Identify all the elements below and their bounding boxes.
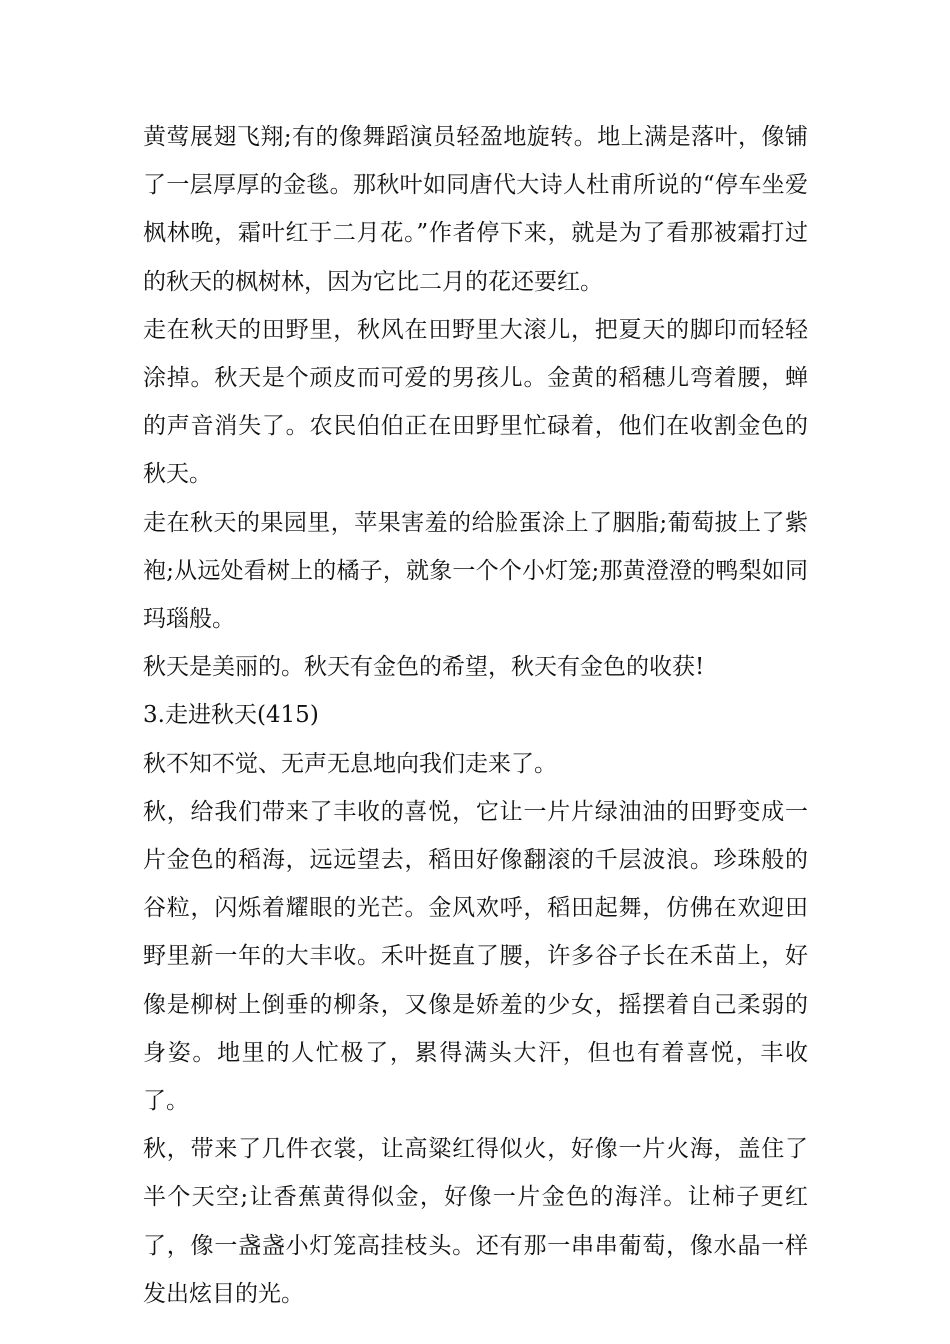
paragraph-autumn-arrives: 秋不知不觉、无声无息地向我们走来了。 — [143, 750, 557, 777]
paragraph-harvest-joy: 秋，给我们带来了丰收的喜悦，它让一片片绿油油的田野变成一片金色的稻海，远远望去，稻田好像翻滚的千层波浪。珍珠般的谷粒，闪烁着耀眼的光芒。金风欢呼，稻田起舞，仿佛在欢迎田野里新一年的大丰收。禾叶挺直了腰，许多谷子长在禾苗上，好像是柳树上倒垂的柳条，又像是娇羞的少女，摇摆着自己柔弱的身姿。地里的人忙极了，累得满头大汗，但也有着喜悦，丰收了。 — [143, 798, 808, 1115]
paragraph-autumn-clothes: 秋，带来了几件衣裳，让高粱红得似火，好像一片火海，盖住了半个天空;让香蕉黄得似金，好像一片金色的海洋。让柿子更红了，像一盏盏小灯笼高挂枝头。还有那一串串葡萄，像水晶一样发出炫目的光。 — [143, 1136, 808, 1307]
section-heading: 3.走进秋天(415) — [143, 702, 319, 729]
paragraph-autumn-fields: 走在秋天的田野里，秋风在田野里大滚儿，把夏天的脚印而轻轻涂掉。秋天是个顽皮而可爱的男孩儿。金黄的稻穗儿弯着腰，蝉的声音消失了。农民伯伯正在田野里忙碌着，他们在收割金色的秋天。 — [143, 316, 808, 488]
document-page — [143, 113, 808, 1318]
paragraph-autumn-orchard: 走在秋天的果园里，苹果害羞的给脸蛋涂上了胭脂;葡萄披上了紫袍;从远处看树上的橘子，就象一个个小灯笼;那黄澄澄的鸭梨如同玛瑙般。 — [143, 509, 808, 633]
paragraph-maple-leaves: 黄莺展翅飞翔;有的像舞蹈演员轻盈地旋转。地上满是落叶，像铺了一层厚厚的金毯。那秋叶如同唐代大诗人杜甫所说的“停车坐爱枫林晚，霜叶红于二月花。”作者停下来，就是为了看那被霜打过的秋天的枫树林，因为它比二月的花还要红。 — [143, 124, 808, 295]
paragraph-autumn-beautiful: 秋天是美丽的。秋天有金色的希望，秋天有金色的收获! — [143, 654, 705, 681]
